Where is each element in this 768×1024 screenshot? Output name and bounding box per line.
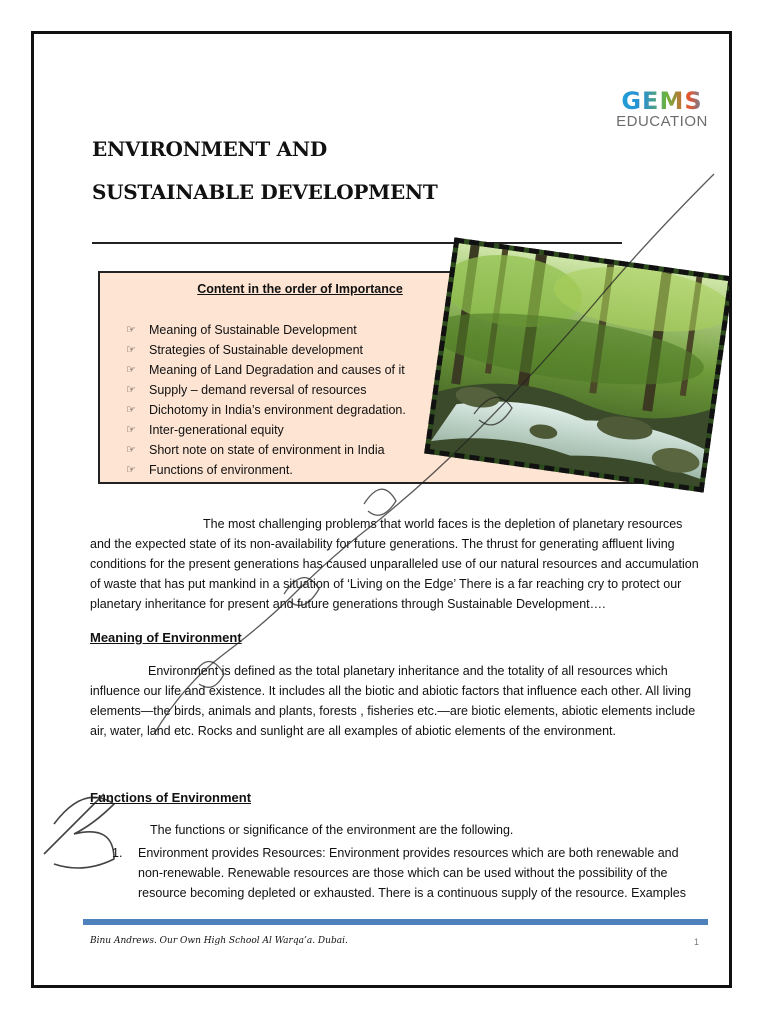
meaning-heading: Meaning of Environment — [90, 630, 242, 645]
contents-heading: Content in the order of Importance — [197, 282, 403, 296]
list-item: ☞ Inter-generational equity — [126, 420, 406, 440]
forest-stream-photo — [424, 237, 732, 492]
page-number: 1 — [694, 937, 700, 947]
pointing-hand-icon: ☞ — [126, 404, 136, 416]
pointing-hand-icon: ☞ — [126, 424, 136, 436]
pointing-hand-icon: ☞ — [126, 364, 136, 376]
forest-stream-image — [430, 243, 728, 487]
logo-mark: GEMS — [614, 88, 710, 114]
footer-rule — [83, 919, 708, 925]
logo-subtitle: EDUCATION — [616, 113, 708, 130]
footer-author: Binu Andrews. Our Own High School Al Warqa’a. Dubai. — [90, 936, 348, 946]
list-item: ☞ Meaning of Sustainable Development — [126, 320, 406, 340]
page — [31, 31, 732, 988]
meaning-paragraph: Environment is defined as the total planetary inheritance and the totality of all resources which influence our life and existence. It includes all the biotic and abiotic factors that influence each other. All living elements—the birds, animals and plants, forests , fisheries etc.—are biotic elements, abiotic elements include air, water, land etc. Rocks and sunlight are all examples of abiotic elements of the environment. — [90, 664, 696, 738]
pointing-hand-icon: ☞ — [126, 444, 136, 456]
list-item: ☞ Functions of environment. — [126, 460, 406, 480]
pointing-hand-icon: ☞ — [126, 384, 136, 396]
list-item: ☞ Short note on state of environment in India — [126, 440, 406, 460]
gems-education-logo — [614, 88, 710, 130]
list-item: ☞ Strategies of Sustainable development — [126, 340, 406, 360]
pointing-hand-icon: ☞ — [126, 324, 136, 336]
functions-heading: Functions of Environment — [90, 790, 252, 805]
list-item-text: Environment provides Resources: Environment provides resources which are both renewable and non-renewable. Renewable resources are those which can be used without the possibility of the resource becoming depleted or exhausted. There is a continuous supply of the resource. Examples — [138, 846, 687, 900]
contents-list — [126, 320, 406, 480]
list-item: ☞ Dichotomy in India’s environment degradation. — [126, 400, 406, 420]
pointing-hand-icon: ☞ — [126, 344, 136, 356]
functions-list-item — [112, 843, 692, 903]
document-title-line-2: SUSTAINABLE DEVELOPMENT — [92, 180, 438, 204]
list-item: ☞ Meaning of Land Degradation and causes of it — [126, 360, 406, 380]
title-underline — [92, 242, 622, 244]
list-number: 1. — [112, 846, 123, 860]
pointing-hand-icon: ☞ — [126, 464, 136, 476]
intro-paragraph: The most challenging problems that world faces is the depletion of planetary resources and the expected state of its non-availability for future generations. The thrust for generating affluent living conditions for the present generations has caused unparalleled use of our natural resources and accumulation of waste that has put mankind in a situation of ‘Living on the Edge’ There is a far reaching cry to protect our planetary inheritance for present and future generations through Sustainable Development…. — [90, 517, 699, 611]
document-title-line-1: ENVIRONMENT AND — [92, 137, 327, 161]
list-item: ☞ Supply – demand reversal of resources — [126, 380, 406, 400]
functions-intro: The functions or significance of the environment are the following. — [150, 823, 514, 837]
